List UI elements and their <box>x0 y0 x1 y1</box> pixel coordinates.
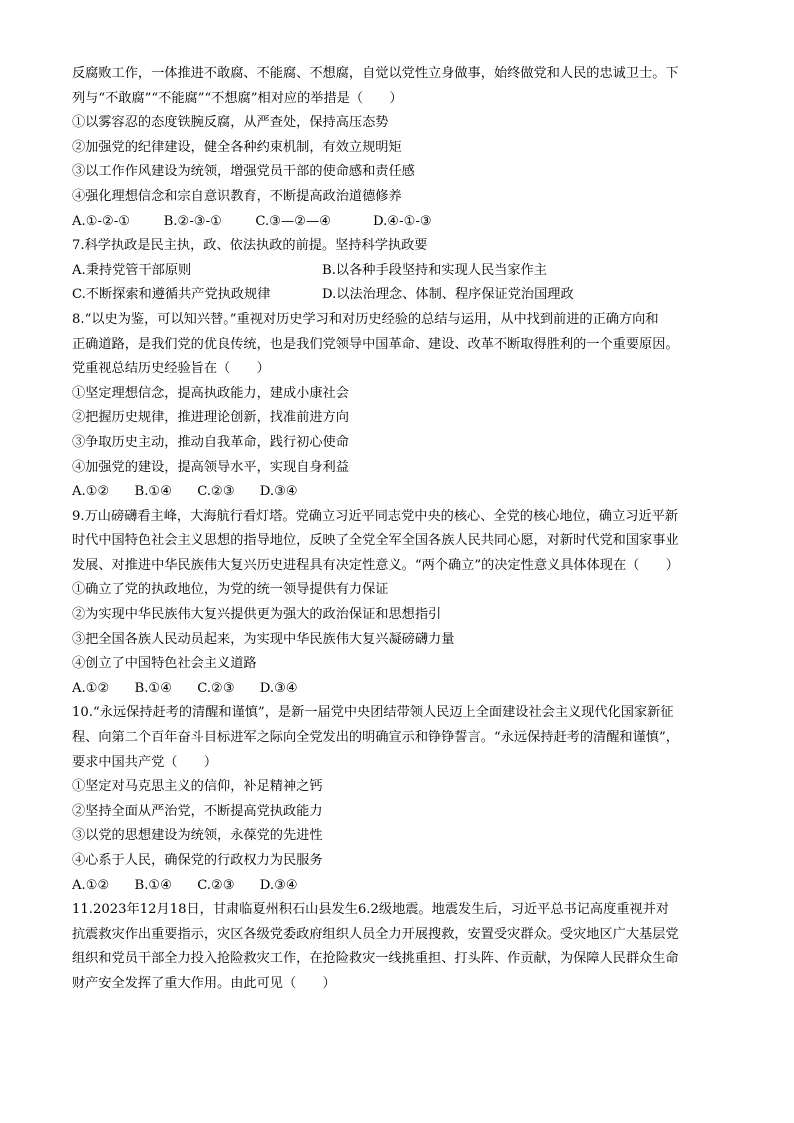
statement-item: ②坚持全面从严治党，不断提高党执政能力 <box>72 803 323 819</box>
question-stem-line: 发展、对推进中华民族伟大复兴历史进程具有决定性意义。“两个确立”的决定性意义具体体现在（ ） <box>72 557 679 573</box>
statement-item: ①确立了党的执政地位，为党的统一领导提供有力保证 <box>72 582 389 598</box>
answer-choices: A.①② B.①④ C.②③ D.③④ <box>72 680 298 696</box>
answer-choices: A.①② B.①④ C.②③ D.③④ <box>72 484 298 500</box>
question-stem-line: 8.“以史为鉴，可以知兴替。”重视对历史学习和对历史经验的总结与运用，从中找到前进的正确方向和 <box>72 311 659 327</box>
question-stem-line: 要求中国共产党（ ） <box>72 754 218 770</box>
statement-item: ④加强党的建设，提高领导水平，实现自身利益 <box>72 459 349 475</box>
question-8 <box>72 308 722 505</box>
exam-page <box>72 62 722 997</box>
question-stem-line: 党重视总结历史经验旨在（ ） <box>72 361 270 377</box>
answer-choices: A.①-②-① B.②-③-① C.③—②—④ D.④-①-③ <box>72 213 432 229</box>
answer-option-c: C.不断探索和遵循共产党执政规律 <box>72 287 271 303</box>
answer-option-b: B.以各种手段坚持和实现人民当家作主 <box>322 262 547 278</box>
answer-choices: A.①② B.①④ C.②③ D.③④ <box>72 877 298 893</box>
question-6 <box>72 62 722 234</box>
question-stem-line: 列与“不敢腐”“不能腐”“不想腐”相对应的举措是（ ） <box>72 90 403 106</box>
question-7 <box>72 234 722 308</box>
question-stem-line: 正确道路，是我们党的优良传统，也是我们党领导中国革命、建设、改革不断取得胜利的一个重要原因。 <box>72 336 679 352</box>
question-stem-line: 9.万山磅礴看主峰，大海航行看灯塔。党确立习近平同志党中央的核心、全党的核心地位，确立习近平新 <box>72 508 679 524</box>
question-stem-line: 7.科学执政是民主执，政、依法执政的前提。坚持科学执政要 <box>72 238 428 254</box>
question-stem-line: 组织和党员干部全力投入抢险救灾工作，在抢险救灾一线挑重担、打头阵、作贡献，为保障人民群众生命 <box>72 951 679 967</box>
question-stem-line: 反腐败工作，一体推进不敢腐、不能腐、不想腐，自觉以党性立身做事，始终做党和人民的忠诚卫士。下 <box>72 66 679 81</box>
statement-item: ③以工作作风建设为统领，增强党员干部的使命感和责任感 <box>72 164 415 180</box>
statement-item: ③把全国各族人民动员起来，为实现中华民族伟大复兴凝磅礴力量 <box>72 631 455 647</box>
answer-row <box>72 283 722 308</box>
statement-item: ③以党的思想建设为统领，永葆党的先进性 <box>72 828 323 844</box>
question-stem-line: 抗震救灾作出重要指示，灾区各级党委政府组织人员全力开展搜救，安置受灾群众。受灾地区广大基层党 <box>72 926 679 942</box>
statement-item: ①坚定对马克思主义的信仰，补足精神之钙 <box>72 779 323 795</box>
statement-item: ④强化理想信念和宗自意识教育，不断提高政治道德修养 <box>72 188 402 204</box>
question-stem-line: 财产安全发挥了重大作用。由此可见（ ） <box>72 975 336 991</box>
statement-item: ④心系于人民，确保党的行政权力为民服务 <box>72 853 323 868</box>
statement-item: ③争取历史主动，推动自我革命，践行初心使命 <box>72 434 349 450</box>
statement-item: ②加强党的纪律建设，健全各种约束机制，有效立规明矩 <box>72 139 402 155</box>
answer-row <box>72 259 722 284</box>
question-11 <box>72 898 722 996</box>
statement-item: ④创立了中国特色社会主义道路 <box>72 656 257 672</box>
question-10 <box>72 701 722 898</box>
statement-item: ①以雾容忍的态度铁腕反腐，从严查处，保持高压态势 <box>72 115 389 131</box>
statement-item: ②把握历史规律，推进理论创新，找准前进方向 <box>72 410 349 426</box>
answer-option-d: D.以法治理念、体制、程序保证党治国理政 <box>322 287 574 303</box>
statement-item: ②为实现中华民族伟大复兴提供更为强大的政治保证和思想指引 <box>72 607 442 623</box>
question-stem-line: 时代中国特色社会主义思想的指导地位，反映了全党全军全国各族人民共同心愿，对新时代党和国家事业 <box>72 533 679 549</box>
answer-option-a: A.秉持党管干部原则 <box>72 262 192 278</box>
question-stem-line: 10.“永远保持赶考的清醒和谨慎”，是新一届党中央团结带领人民迈上全面建设社会主义现代化国家新征 <box>72 705 674 721</box>
statement-item: ①坚定理想信念，提高执政能力，建成小康社会 <box>72 385 349 401</box>
question-stem-line: 11.2023年12月18日，甘肃临夏州积石山县发生6.2级地震。地震发生后，习近平总书记高度重视并对 <box>72 902 670 918</box>
question-9 <box>72 505 722 702</box>
question-stem-line: 程、向第二个百年奋斗目标进军之际向全党发出的明确宣示和铮铮誓言。“永远保持赶考的清醒和谨慎”， <box>72 730 679 746</box>
